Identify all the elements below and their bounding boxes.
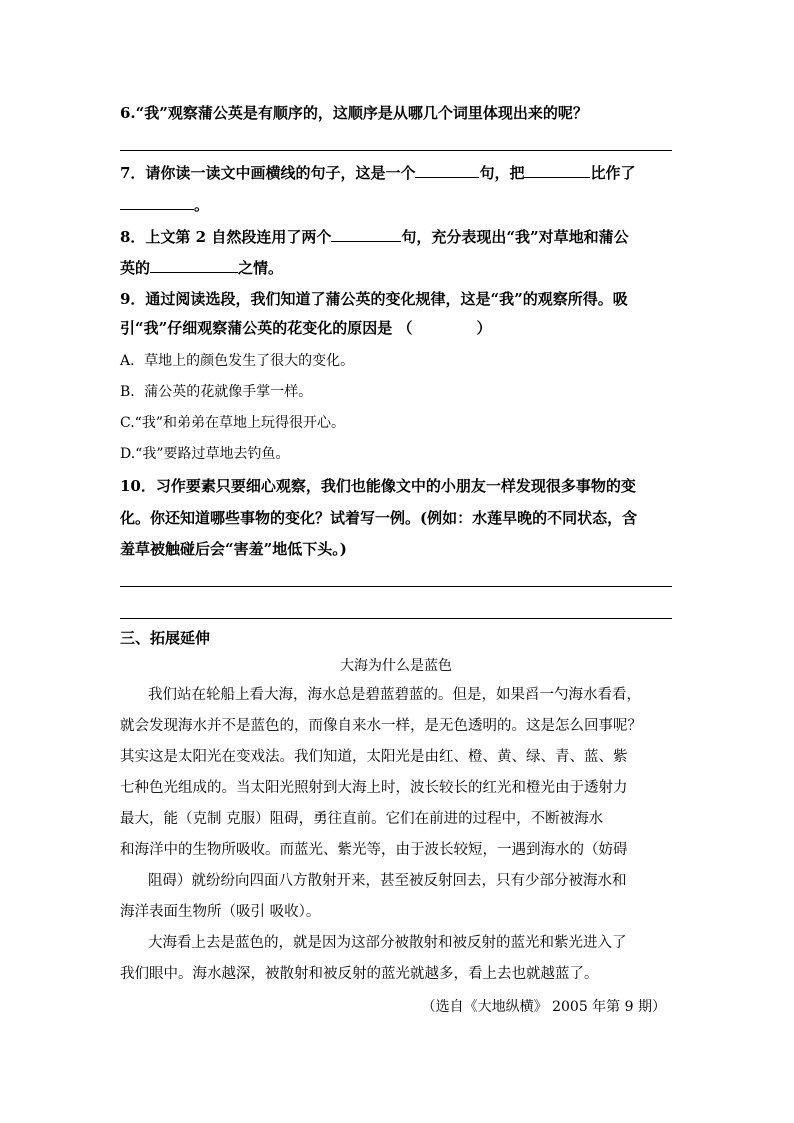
q8-blank-2[interactable] xyxy=(150,254,238,273)
answer-line-q10-1[interactable] xyxy=(120,586,672,587)
essay-line: 阻碍）就纷纷向四面八方散射开来，甚至被反射回去，只有少部分被海水和 xyxy=(148,873,627,889)
question-7 xyxy=(120,158,672,189)
essay-line: 和海洋中的生物所吸收。而蓝光、紫光等，由于波长较短，一遇到海水的（妨碍 xyxy=(120,842,628,858)
answer-line-q10-2[interactable] xyxy=(120,618,672,619)
essay-source: （选自《大地纵横》 2005 年第 9 期） xyxy=(421,999,666,1015)
answer-line-q6[interactable] xyxy=(120,150,672,151)
question-7-part3: 比作了 xyxy=(590,164,636,182)
question-7-end: 。 xyxy=(194,196,210,214)
question-8-line2-b: 之情。 xyxy=(238,259,284,277)
question-10-line3: 羞草被触碰后会“害羞”地低下头。) xyxy=(120,540,347,558)
question-6: 6.“我”观察蒲公英是有顺序的，这顺序是从哪几个词里体现出来的呢？ xyxy=(120,104,588,122)
essay-title: 大海为什么是蓝色 xyxy=(340,658,452,674)
question-10-line1: 10．习作要素只要细心观察，我们也能像文中的小朋友一样发现很多事物的变 xyxy=(120,477,636,495)
q9-option-b: B．蒲公英的花就像手掌一样。 xyxy=(120,384,313,400)
q9-option-d: D.“我”要路过草地去钓鱼。 xyxy=(120,446,290,462)
question-8-line2-a: 英的 xyxy=(120,259,151,277)
essay-line: 七种色光组成的。当太阳光照射到大海上时，波长较长的红光和橙光由于透射力 xyxy=(120,780,628,796)
essay-line: 最大，能（克制 克服）阻碍，勇往直前。它们在前进的过程中，不断被海水 xyxy=(120,811,604,827)
question-7-part1: 7．请你读一读文中画横线的句子，这是一个 xyxy=(120,164,416,182)
q9-option-a: A．草地上的颜色发生了很大的变化。 xyxy=(120,353,355,369)
question-9-stem: 引“我”仔细观察蒲公英的花变化的原因是 （ xyxy=(120,319,413,337)
question-9-line2 xyxy=(120,313,672,344)
question-8 xyxy=(120,222,672,253)
question-10-line2: 化。你还知道哪些事物的变化？试着写一例。(例如：水莲早晚的不同状态，含 xyxy=(120,509,638,527)
essay-line: 其实这是太阳光在变戏法。我们知道，太阳光是由红、橙、黄、绿、青、蓝、紫 xyxy=(120,749,628,765)
q7-blank-1[interactable] xyxy=(415,159,479,178)
question-7-line2 xyxy=(120,190,672,221)
question-8-part1: 8．上文第 2 自然段连用了两个 xyxy=(120,228,332,246)
question-8-line2 xyxy=(120,253,672,284)
q7-blank-2[interactable] xyxy=(524,159,590,178)
essay-line: 海洋表面生物所（吸引 吸收）。 xyxy=(120,904,321,920)
section-3-title: 三、拓展延伸 xyxy=(120,629,211,647)
question-8-part2: 句，充分表现出“我”对草地和蒲公 xyxy=(401,228,629,246)
q7-blank-3[interactable] xyxy=(120,191,194,210)
essay-line: 我们站在轮船上看大海，海水总是碧蓝碧蓝的。但是，如果舀一勺海水看看， xyxy=(148,687,641,703)
q8-blank-1[interactable] xyxy=(331,223,401,242)
question-9-line1: 9．通过阅读选段，我们知道了蒲公英的变化规律，这是“我”的观察所得。吸 xyxy=(120,290,628,308)
essay-line: 就会发现海水并不是蓝色的，而像自来水一样，是无色透明的。这是怎么回事呢？ xyxy=(120,718,642,734)
essay-line: 大海看上去是蓝色的，就是因为这部分被散射和被反射的蓝光和紫光进入了 xyxy=(148,935,627,951)
question-7-part2: 句，把 xyxy=(479,164,525,182)
essay-line: 我们眼中。海水越深，被散射和被反射的蓝光就越多，看上去也就越蓝了。 xyxy=(120,966,599,982)
q9-option-c: C.“我”和弟弟在草地上玩得很开心。 xyxy=(120,415,345,431)
question-9-close: ） xyxy=(476,319,492,337)
